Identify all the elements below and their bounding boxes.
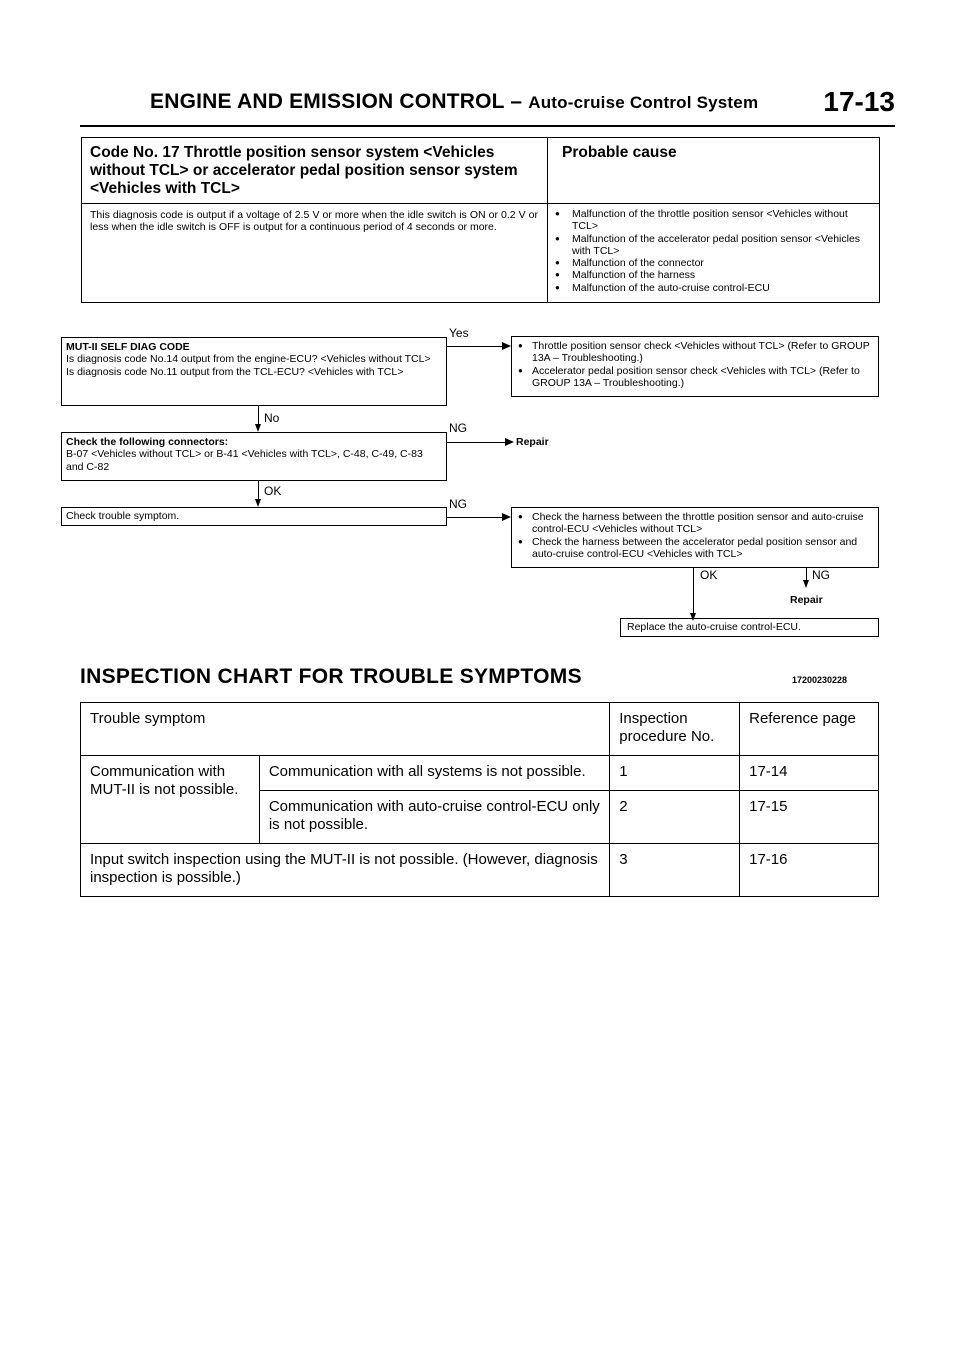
header-trouble-symptom: Trouble symptom (81, 703, 610, 756)
arrow-down-icon (803, 580, 809, 588)
cause-item: ● Malfunction of the harness (552, 269, 874, 281)
reference-cell: 17-15 (740, 791, 879, 844)
yes-action-item: ● Throttle position sensor check <Vehicles without TCL> (Refer to GROUP 13A – Troubleshooting.) (516, 340, 874, 365)
arrow-right-icon (502, 342, 511, 350)
row-divider (82, 203, 879, 204)
cause-item: ● Malfunction of the auto-cruise control-ECU (552, 282, 874, 294)
step1-question-2: Is diagnosis code No.11 output from the TCL-ECU? <Vehicles with TCL> (66, 365, 404, 378)
title-dash: – (510, 90, 523, 113)
header-title-group (150, 90, 758, 114)
header-procedure: Inspection procedure No. (610, 703, 740, 756)
step2-text: B-07 <Vehicles without TCL> or B-41 <Vehicles with TCL>, C-48, C-49, C-83 and C-82 (66, 448, 423, 473)
ng-connector (447, 442, 507, 443)
procedure-cell: 2 (610, 791, 740, 844)
table-header-row (81, 703, 879, 756)
reference-cell: 17-16 (740, 844, 879, 897)
harness-item: ● Check the harness between the accelerator pedal position sensor and auto-cruise control-ECU <Vehicles with TCL> (516, 536, 874, 561)
probable-cause-list (552, 208, 874, 294)
procedure-cell: 3 (610, 844, 740, 897)
column-divider (547, 138, 548, 302)
inspection-chart-title: INSPECTION CHART FOR TROUBLE SYMPTOMS (80, 665, 582, 688)
no-label: No (264, 411, 280, 425)
arrow-down-icon (255, 499, 261, 507)
flow-step-connectors (61, 432, 447, 481)
ng-connector (447, 517, 503, 518)
procedure-cell: 1 (610, 756, 740, 791)
header-divider (80, 125, 895, 127)
ng-label: NG (812, 568, 830, 582)
document-code: 17200230228 (792, 675, 848, 685)
cause-item: ● Malfunction of the connector (552, 257, 874, 269)
yes-label: Yes (449, 326, 469, 340)
ng-label: NG (449, 497, 467, 511)
flow-replace-ecu (620, 618, 879, 637)
repair-label: Repair (516, 436, 549, 448)
yes-connector (447, 346, 503, 347)
ok-label: OK (700, 568, 718, 582)
code-title: Code No. 17 Throttle position sensor system <Vehicles without TCL> or accelerator pedal position sensor system <Vehicles with TCL> (90, 144, 518, 197)
reference-cell: 17-14 (740, 756, 879, 791)
final-step-text: Replace the auto-cruise control-ECU. (627, 621, 801, 633)
arrow-right-icon (505, 438, 514, 446)
group-mut-ii: Communication with MUT-II is not possible. (81, 756, 260, 844)
flow-yes-action (511, 336, 879, 397)
flow-harness-check (511, 507, 879, 568)
cause-item: ● Malfunction of the accelerator pedal position sensor <Vehicles with TCL> (552, 233, 874, 258)
ng-label: NG (449, 421, 467, 435)
table-row (81, 844, 879, 897)
ok-connector (693, 568, 694, 617)
flow-step-trouble-symptom (61, 507, 447, 526)
diagnosis-code-box (81, 137, 880, 303)
symptom-cell: Input switch inspection using the MUT-II is not possible. (However, diagnosis inspection is possible.) (81, 844, 610, 897)
probable-cause-heading: Probable cause (562, 144, 677, 161)
step3-text: Check trouble symptom. (66, 510, 180, 522)
ok-label: OK (264, 484, 282, 498)
page-header (150, 86, 895, 126)
cause-item: ● Malfunction of the throttle position sensor <Vehicles without TCL> (552, 208, 874, 233)
inspection-table (80, 702, 879, 897)
section-subtitle: Auto-cruise Control System (528, 93, 759, 112)
step2-title: Check the following connectors: (66, 436, 229, 448)
table-row (81, 756, 879, 791)
code-description: This diagnosis code is output if a voltage of 2.5 V or more when the idle switch is ON or 0.2 V or less when the idle switch is OFF is output for a continuous period of 4 seconds or more. (90, 209, 538, 234)
header-reference: Reference page (740, 703, 879, 756)
page-number: 17-13 (823, 86, 895, 117)
step1-question-1: Is diagnosis code No.14 output from the engine-ECU? <Vehicles without TCL> (66, 353, 431, 366)
yes-action-item: ● Accelerator pedal position sensor check <Vehicles with TCL> (Refer to GROUP 13A – Troubleshooting.) (516, 365, 874, 390)
symptom-cell: Communication with all systems is not possible. (259, 756, 609, 791)
section-title: ENGINE AND EMISSION CONTROL (150, 90, 505, 113)
flow-step-diag-code (61, 337, 447, 406)
symptom-cell: Communication with auto-cruise control-ECU only is not possible. (259, 791, 609, 844)
arrow-right-icon (502, 513, 511, 521)
harness-item: ● Check the harness between the throttle position sensor and auto-cruise control-ECU <Vehicles without TCL> (516, 511, 874, 536)
repair-label: Repair (790, 594, 823, 606)
step1-title: MUT-II SELF DIAG CODE (66, 341, 190, 353)
arrow-down-icon (255, 424, 261, 432)
